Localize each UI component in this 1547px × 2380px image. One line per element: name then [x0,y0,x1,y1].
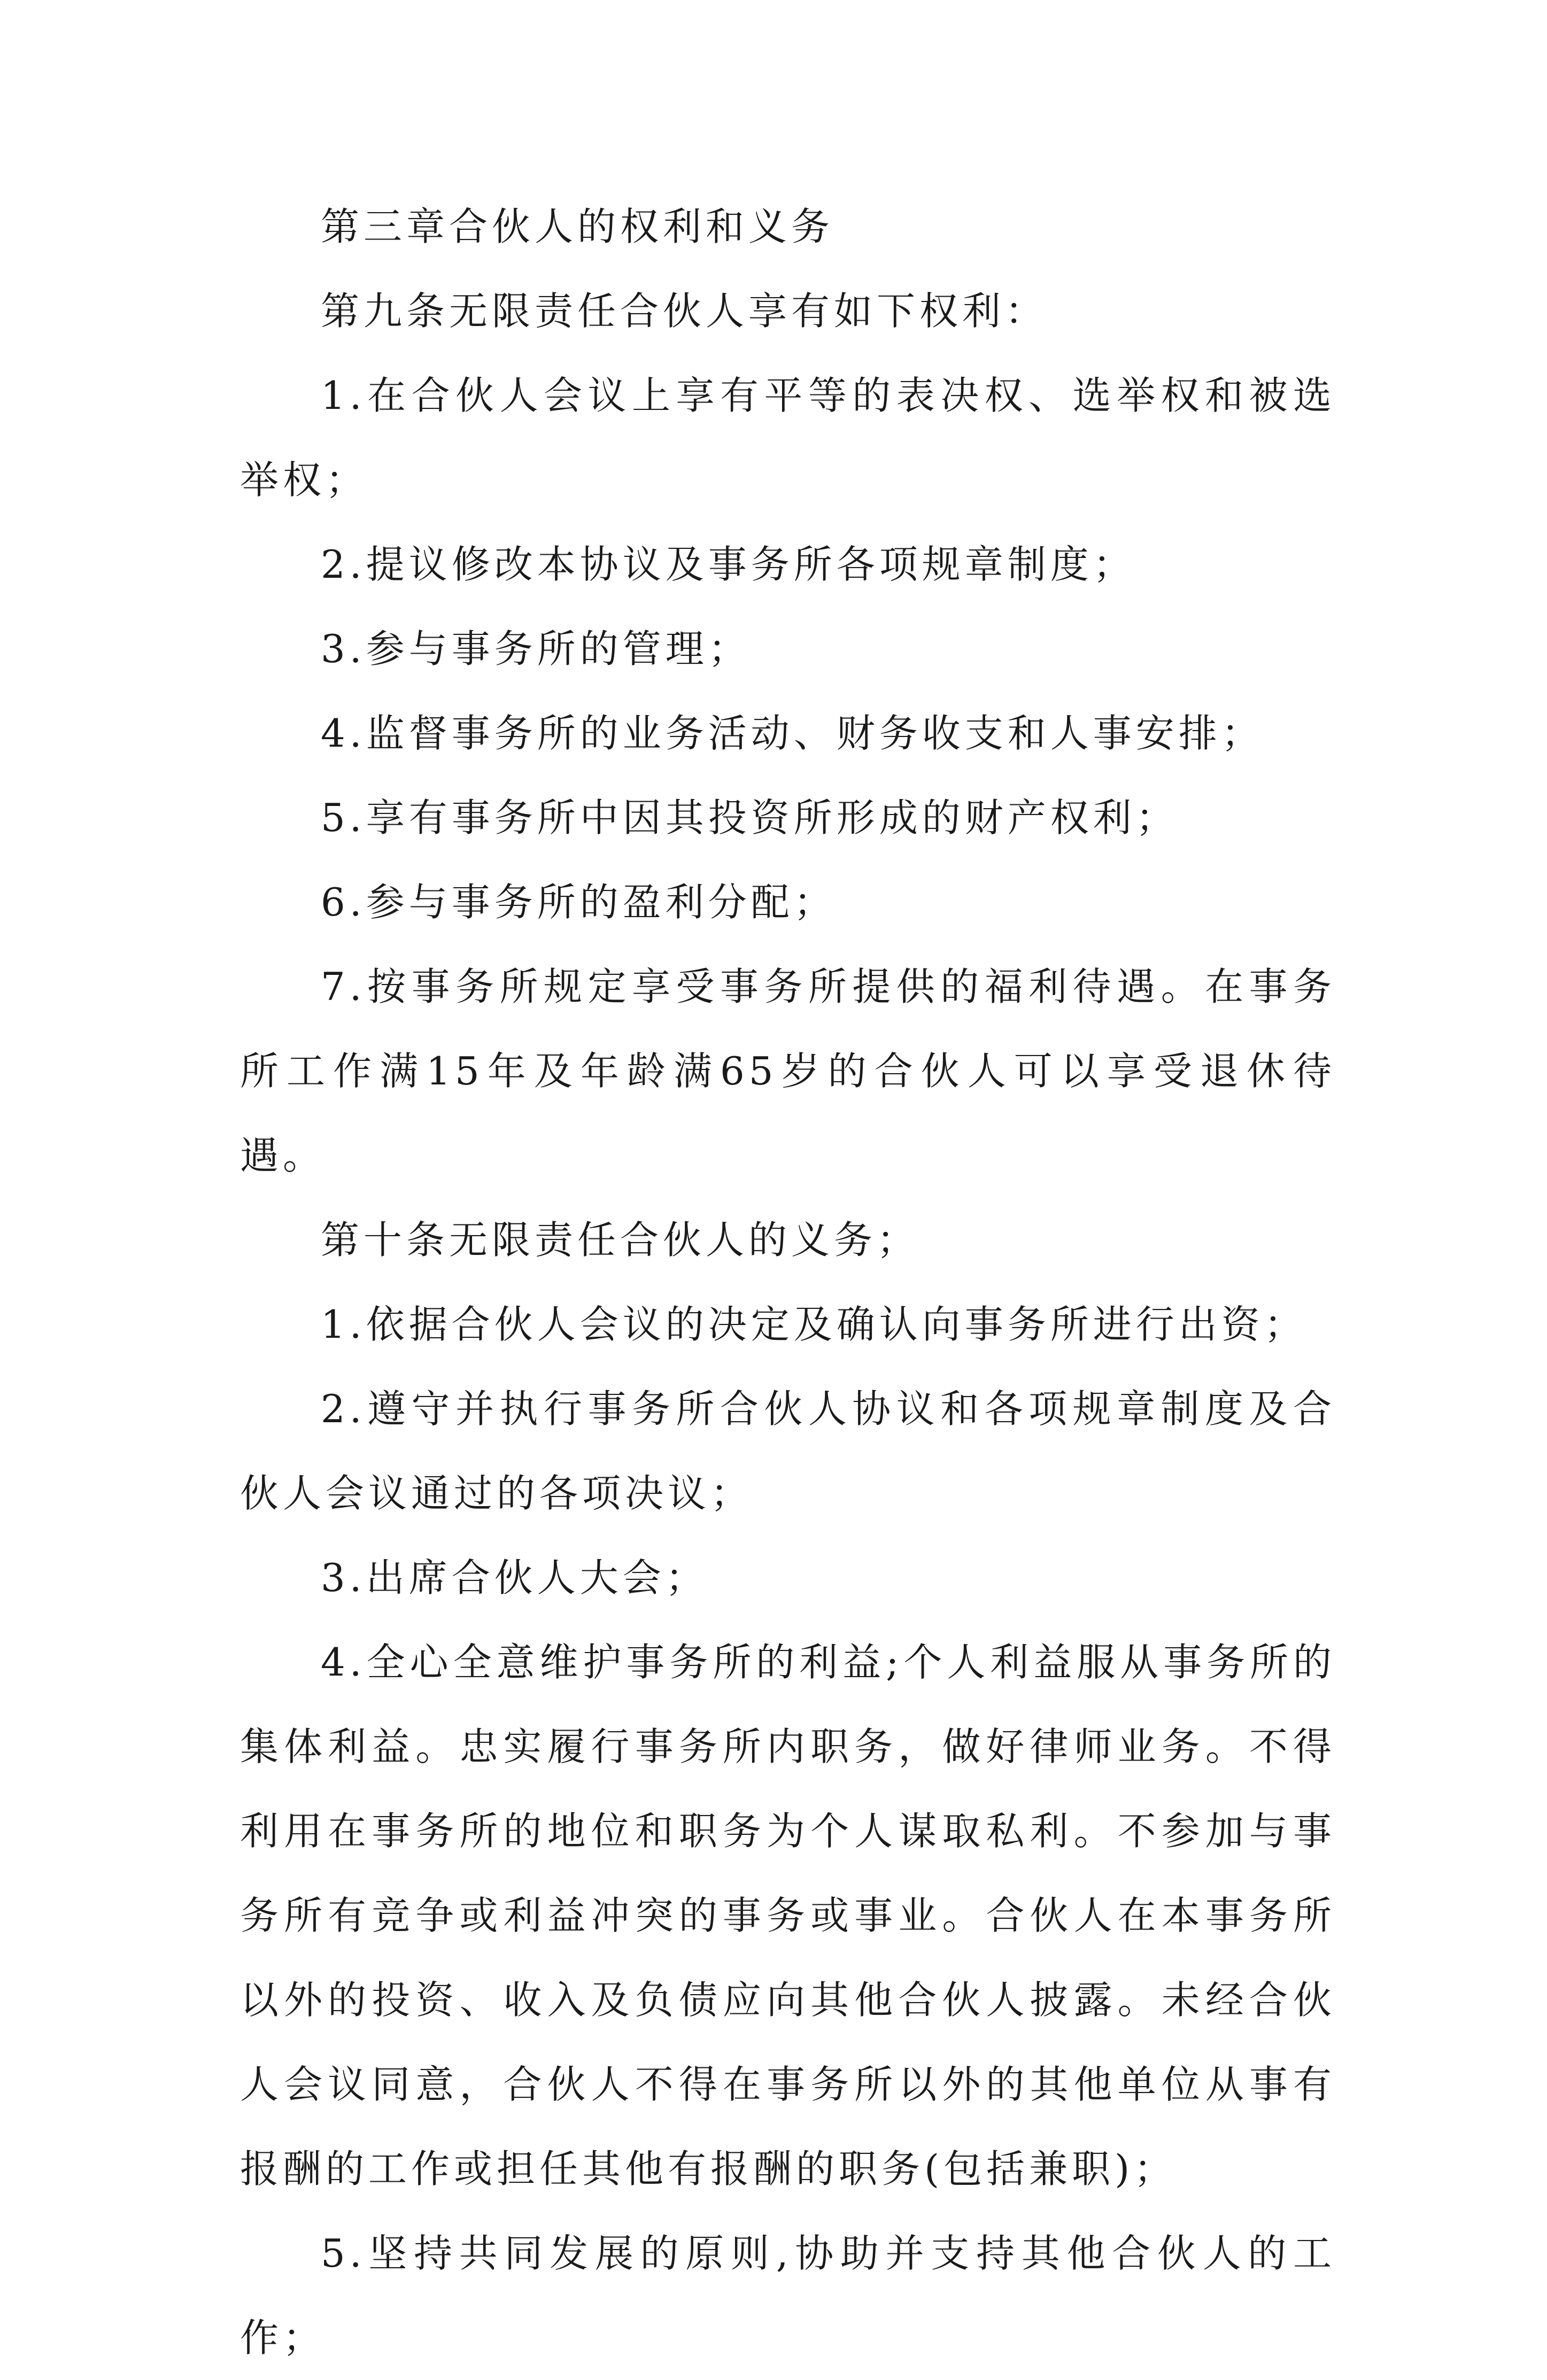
article-10-item-5: 5.坚持共同发展的原则,协助并支持其他合伙人的工作； [240,2231,1336,2360]
article-9-item-6: 6.参与事务所的盈利分配； [321,880,837,925]
article-9-item-1: 1.在合伙人会议上享有平等的表决权、选举权和被选举权； [240,373,1336,502]
article-10-item-4: 4.全心全意维护事务所的利益;个人利益服从事务所的集体利益。忠实履行事务所内职务，做好律师业务。不得利用在事务所的地位和职务为个人谋取私利。不参加与事务所有竞争或利益冲突的事务或事业。合伙人在本事务所以外的投资、收入及负债应向其他合伙人披露。未经合伙人会议同意，合伙人不得在事务所以外的其他单位从事有报酬的工作或担任其他有报酬的职务(包括兼职)； [240,1640,1336,2191]
article-9-item-7: 7.按事务所规定享受事务所提供的福利待遇。在事务所工作满15年及年龄满65岁的合伙人可以享受退休待遇。 [240,964,1336,1178]
article-10-heading: 第十条无限责任合伙人的义务； [321,1218,920,1262]
article-9-item-2: 2.提议修改本协议及事务所各项规章制度； [321,542,1136,587]
chapter-heading: 第三章合伙人的权利和义务 [321,204,834,249]
article-9-item-3: 3.参与事务所的管理； [321,626,751,671]
article-9-heading: 第九条无限责任合伙人享有如下权利： [321,289,1048,334]
article-10-item-3: 3.出席合伙人大会； [321,1555,708,1600]
article-10-item-2: 2.遵守并执行事务所合伙人协议和各项规章制度及合伙人会议通过的各项决议； [240,1386,1336,1516]
article-9-item-5: 5.享有事务所中因其投资所形成的财产权利； [321,795,1179,840]
article-9-item-4: 4.监督事务所的业务活动、财务收支和人事安排； [321,711,1264,756]
article-10-item-1: 1.依据合伙人会议的决定及确认向事务所进行出资； [321,1302,1307,1347]
document-body [240,184,1336,2380]
